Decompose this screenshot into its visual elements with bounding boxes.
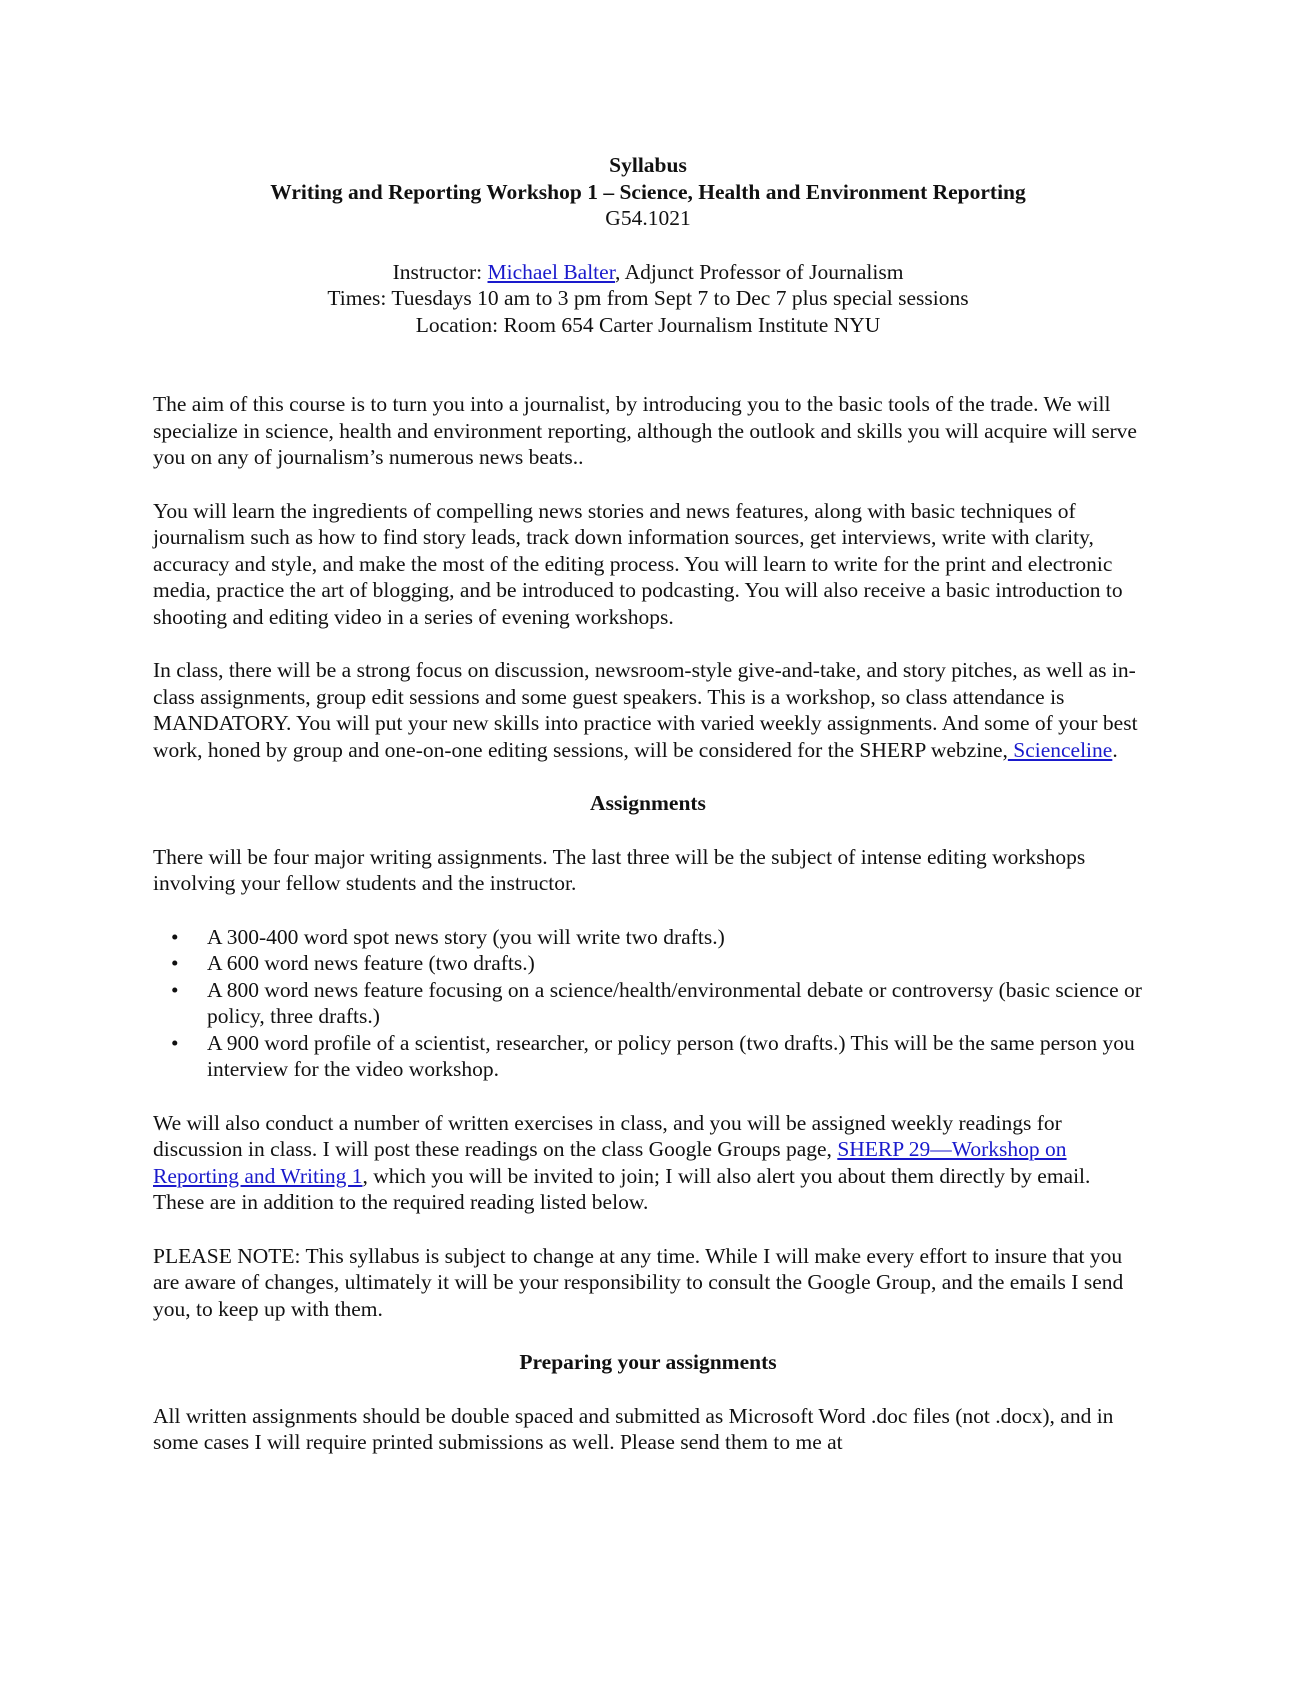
course-code: G54.1021 <box>605 206 691 230</box>
bullet-icon: • <box>171 924 179 949</box>
readings-text-2: , which you will be invited to join; I will also alert you about them directly by email. These are in addition to the required reading listed below. <box>153 1163 1091 1214</box>
instructor-line <box>153 259 1143 286</box>
assignments-heading: Assignments <box>590 791 706 815</box>
list-item <box>153 924 1143 951</box>
preparing-paragraph: All written assignments should be double spaced and submitted as Microsoft Word .doc files (not .docx), and in some cases I will require printed submissions as well. Please send them to me at <box>153 1403 1114 1454</box>
assignments-list <box>153 924 1143 1083</box>
readings-paragraph <box>153 1110 1143 1216</box>
please-note-paragraph: PLEASE NOTE: This syllabus is subject to change at any time. While I will make every effort to insure that you are aware of changes, ultimately it will be your responsibility to consult the Google Group, and the emails I send you, to keep up with them. <box>153 1243 1124 1321</box>
list-item-text: A 600 word news feature (two drafts.) <box>207 951 535 975</box>
preparing-heading: Preparing your assignments <box>519 1350 777 1374</box>
times-line: Times: Tuesdays 10 am to 3 pm from Sept 7 to Dec 7 plus special sessions <box>327 286 969 310</box>
list-item-text: A 800 word news feature focusing on a science/health/environmental debate or controversy (basic science or policy, three drafts.) <box>207 977 1142 1028</box>
list-item <box>153 1030 1143 1083</box>
intro-paragraph-1: The aim of this course is to turn you into a journalist, by introducing you to the basic tools of the trade. We will specialize in science, health and environment reporting, although the outlook and skills you will acquire will serve you on any of journalism’s numerous news beats.. <box>153 392 1137 469</box>
bullet-icon: • <box>171 977 179 1002</box>
list-item <box>153 950 1143 977</box>
location-line: Location: Room 654 Carter Journalism Institute NYU <box>415 312 881 337</box>
bullet-icon: • <box>171 1030 179 1055</box>
instructor-label: Instructor: <box>392 259 488 284</box>
intro-paragraph-2: You will learn the ingredients of compelling news stories and news features, along with basic techniques of journalism such as how to find story leads, track down information sources, get interviews, write with clarity, accuracy and style, and make the most of the editing process. You will learn to write for the print and electronic media, practice the art of blogging, and be introduced to podcasting. You will also receive a basic introduction to shooting and editing video in a series of evening workshops. <box>153 498 1123 629</box>
list-item-text: A 900 word profile of a scientist, researcher, or policy person (two drafts.) This will be the same person you interview for the video workshop. <box>207 1030 1135 1081</box>
list-item-text: A 300-400 word spot news story (you will write two drafts.) <box>207 924 725 949</box>
google-group-link[interactable]: SHERP 29—Workshop on Reporting and Writing 1 <box>153 1137 1067 1188</box>
instructor-role: , Adjunct Professor of Journalism <box>615 259 904 284</box>
list-item <box>153 977 1143 1030</box>
instructor-link[interactable]: Michael Balter <box>487 259 615 284</box>
assignments-intro: There will be four major writing assignments. The last three will be the subject of intense editing workshops involving your fellow students and the instructor. <box>153 844 1086 895</box>
readings-text-1: We will also conduct a number of written exercises in class, and you will be assigned weekly readings for discussion in class. I will post these readings on the class Google Groups page, <box>153 1110 1062 1161</box>
page-title: Syllabus <box>609 153 687 177</box>
scienceline-link[interactable]: Scienceline <box>1007 737 1113 762</box>
intro-paragraph-3 <box>153 657 1143 763</box>
course-name: Writing and Reporting Workshop 1 – Science, Health and Environment Reporting <box>270 179 1026 204</box>
bullet-icon: • <box>171 951 179 975</box>
document-header <box>153 152 1143 338</box>
intro-paragraph-3-end: . <box>1112 737 1118 762</box>
document-page <box>153 152 1143 1483</box>
intro-paragraph-3-text: In class, there will be a strong focus on discussion, newsroom-style give-and-take, and story pitches, as well as in-class assignments, group edit sessions and some guest speakers. This is a workshop, so class attendance is MANDATORY. You will put your new skills into practice with varied weekly assignments. And some of your best work, honed by group and one-on-one editing sessions, will be considered for the SHERP webzine, <box>153 658 1138 762</box>
